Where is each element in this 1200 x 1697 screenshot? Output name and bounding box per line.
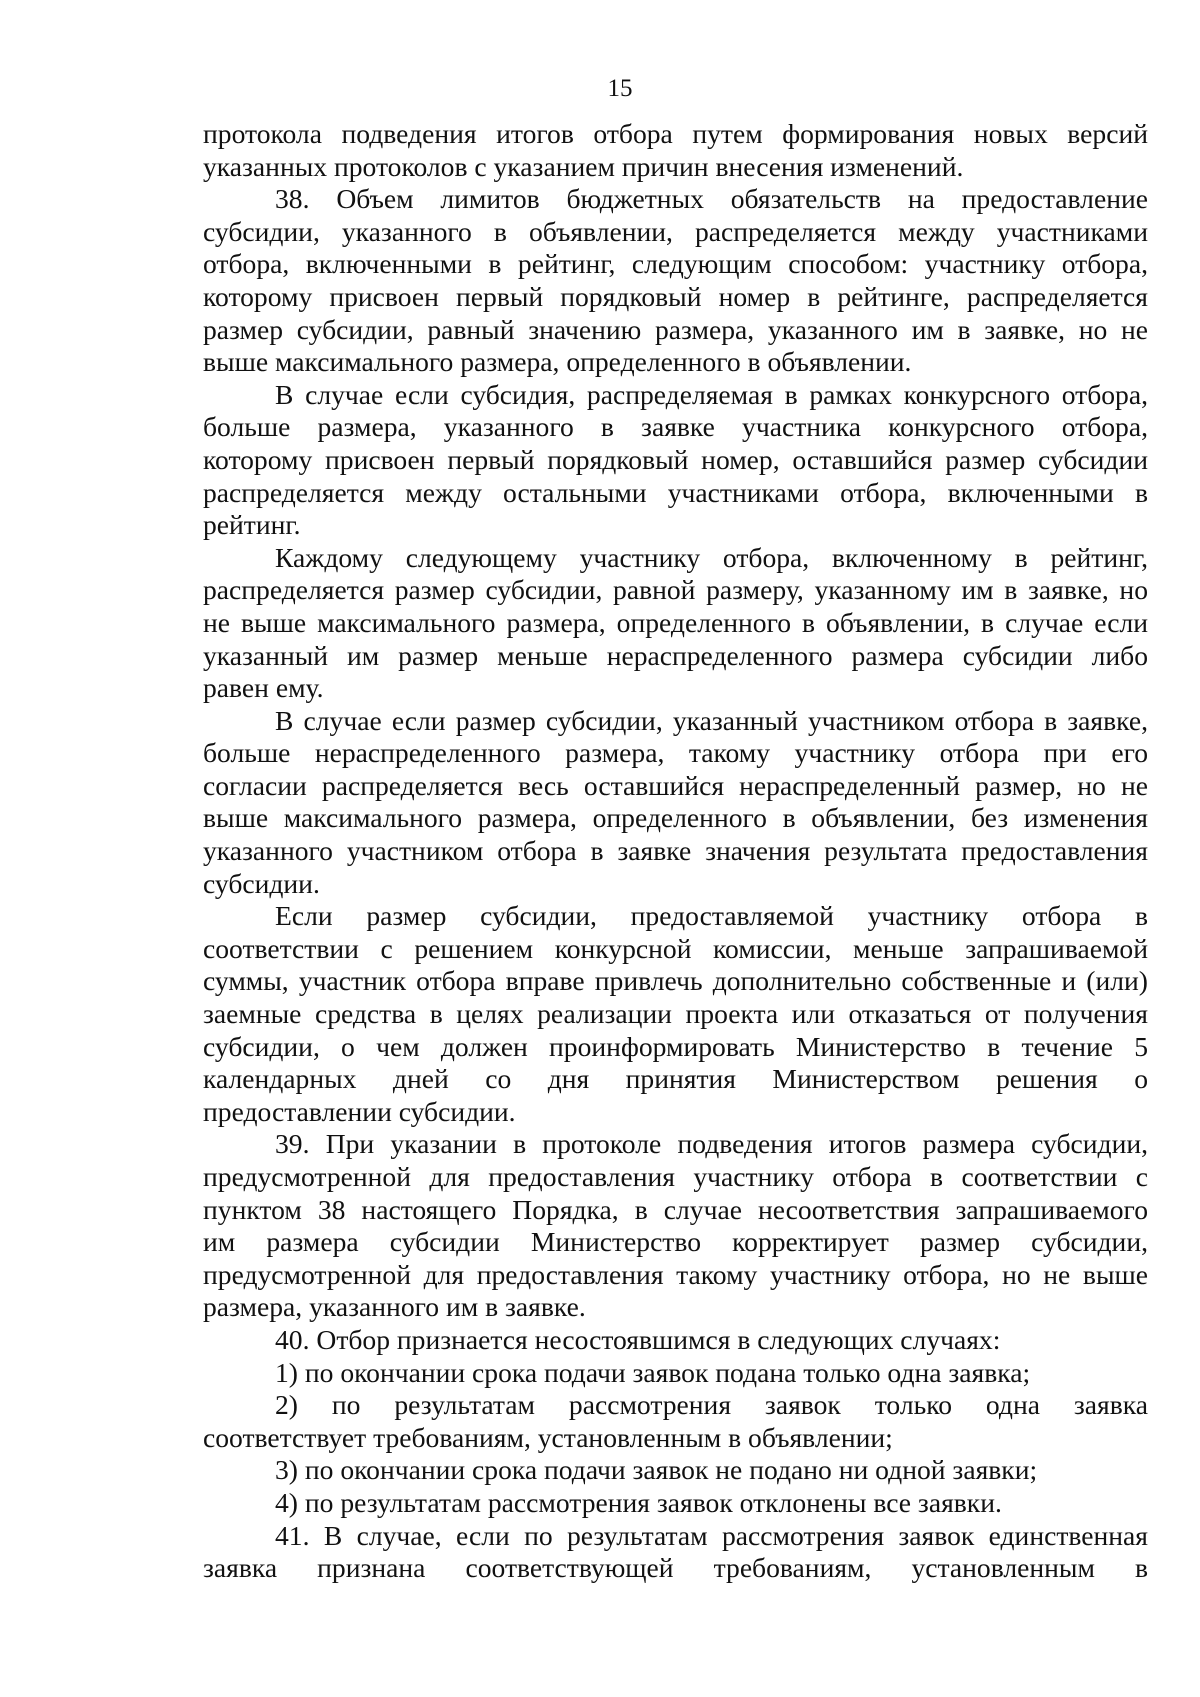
- text-line: распределяется между остальными участниками отбора, включенными в: [203, 476, 1148, 508]
- text-line: протокола подведения итогов отбора путем формирования новых версий: [203, 118, 1148, 149]
- text-line: календарных дней со дня принятия Министерством решения о: [203, 1063, 1148, 1095]
- text-line: предусмотренной для предоставления такому участнику отбора, но не выше: [203, 1258, 1148, 1290]
- text-line: размер субсидии, равный значению размера, указанного им в заявке, но не: [203, 313, 1148, 345]
- text-line: субсидии, указанного в объявлении, распределяется между участниками: [203, 215, 1148, 247]
- text-line: пунктом 38 настоящего Порядка, в случае несоответствия запрашиваемого: [203, 1193, 1148, 1225]
- text-line: заявка признана соответствующей требованиям, установленным в: [203, 1552, 1148, 1584]
- text-line: 3) по окончании срока подачи заявок не подано ни одной заявки;: [275, 1454, 1038, 1486]
- document-body: [203, 118, 1148, 1585]
- text-line: Каждому следующему участнику отбора, включенному в рейтинг,: [275, 541, 1148, 573]
- text-line: которому присвоен первый порядковый номер в рейтинге, распределяется: [203, 280, 1148, 312]
- text-line: 1) по окончании срока подачи заявок подана только одна заявка;: [275, 1356, 1031, 1388]
- text-line: 2) по результатам рассмотрения заявок только одна заявка: [275, 1389, 1148, 1421]
- text-line: предусмотренной для предоставления участнику отбора в соответствии с: [203, 1161, 1148, 1192]
- text-line: Если размер субсидии, предоставляемой участнику отбора в: [275, 900, 1148, 932]
- text-line: отбора, включенными в рейтинг, следующим способом: участнику отбора,: [203, 248, 1148, 280]
- text-line: выше максимального размера, определенного в объявлении, без изменения: [203, 802, 1148, 834]
- text-line: субсидии, о чем должен проинформировать Министерство в течение 5: [203, 1030, 1148, 1062]
- text-line: выше максимального размера, определенного в объявлении.: [203, 346, 912, 378]
- text-line: им размера субсидии Министерство корректирует размер субсидии,: [203, 1226, 1148, 1258]
- text-line: 41. В случае, если по результатам рассмотрения заявок единственная: [275, 1519, 1148, 1551]
- text-line: субсидии.: [203, 867, 320, 899]
- text-line: соответствует требованиям, установленным в объявлении;: [203, 1421, 893, 1453]
- page-number: 15: [607, 75, 633, 102]
- text-line: распределяется размер субсидии, равной размеру, указанному им в заявке, но: [203, 574, 1148, 606]
- text-line: 38. Объем лимитов бюджетных обязательств на предоставление: [275, 183, 1148, 215]
- text-line: соответствии с решением конкурсной комиссии, меньше запрашиваемой: [203, 932, 1148, 964]
- text-line: заемные средства в целях реализации проекта или отказаться от получения: [203, 998, 1148, 1030]
- text-line: которому присвоен первый порядковый номер, оставшийся размер субсидии: [203, 443, 1148, 475]
- text-line: не выше максимального размера, определенного в объявлении, в случае если: [203, 606, 1148, 638]
- text-line: размера, указанного им в заявке.: [203, 1291, 586, 1323]
- text-line: В случае если субсидия, распределяемая в рамках конкурсного отбора,: [275, 378, 1148, 410]
- text-line: рейтинг.: [203, 509, 301, 541]
- text-line: указанного участником отбора в заявке значения результата предоставления: [203, 835, 1148, 867]
- text-line: предоставлении субсидии.: [203, 1095, 516, 1127]
- text-line: больше размера, указанного в заявке участника конкурсного отбора,: [203, 411, 1148, 443]
- text-line: больше нераспределенного размера, такому участнику отбора при его: [203, 737, 1148, 769]
- text-line: указанных протоколов с указанием причин внесения изменений.: [203, 150, 964, 182]
- text-line: 4) по результатам рассмотрения заявок отклонены все заявки.: [275, 1486, 1002, 1518]
- text-line: согласии распределяется весь оставшийся нераспределенный размер, но не: [203, 769, 1148, 801]
- text-line: 40. Отбор признается несостоявшимся в следующих случаях:: [275, 1323, 1001, 1355]
- text-line: В случае если размер субсидии, указанный участником отбора в заявке,: [275, 704, 1148, 736]
- text-line: равен ему.: [203, 672, 324, 704]
- text-line: суммы, участник отбора вправе привлечь дополнительно собственные и (или): [203, 965, 1148, 997]
- text-line: указанный им размер меньше нераспределенного размера субсидии либо: [203, 639, 1148, 671]
- text-line: 39. При указании в протоколе подведения итогов размера субсидии,: [275, 1128, 1148, 1160]
